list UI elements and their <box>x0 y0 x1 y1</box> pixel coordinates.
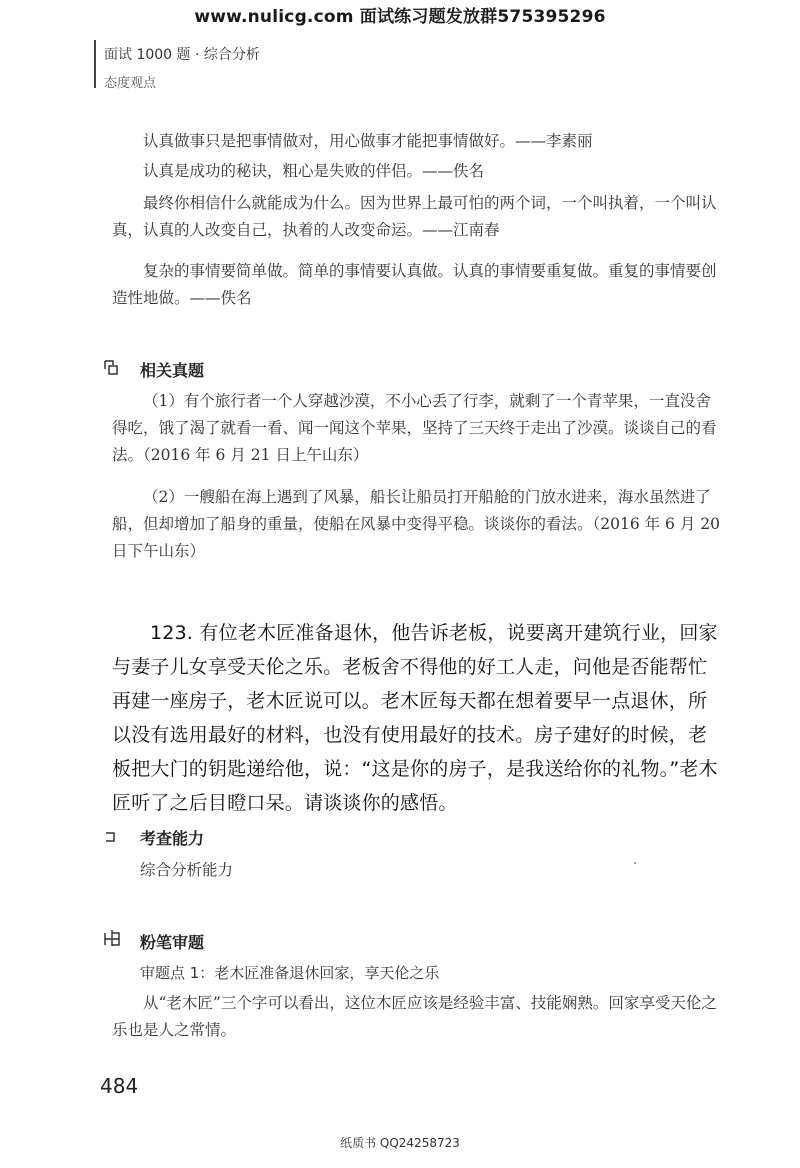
section-label: 态度观点 <box>104 76 157 91</box>
scan-speck <box>634 862 636 864</box>
analysis-point-1: 审题点 1：老木匠准备退休回家，享天伦之乐 <box>140 964 440 982</box>
quote-3: 最终你相信什么就能成为什么。因为世界上最可怕的两个词，一个叫执着，一个叫认真，认真的人改变自己，执着的人改变命运。——江南春 <box>112 194 717 239</box>
bracket-icon <box>102 828 120 846</box>
analysis-paragraph: 从“老木匠”三个字可以看出，这位木匠应该是经验丰富、技能娴熟。回家享受天伦之乐也是人之常情。 <box>112 994 717 1039</box>
quote-1: 认真做事只是把事情做对，用心做事才能把事情做好。——李素丽 <box>143 132 593 150</box>
grid-icon <box>102 928 122 948</box>
footer-note: 纸质书 QQ24258723 <box>340 1136 460 1150</box>
book-title: 面试 1000 题 · 综合分析 <box>104 47 260 63</box>
ability-title: 考查能力 <box>140 829 205 848</box>
quote-4: 复杂的事情要简单做。简单的事情要认真做。认真的事情要重复做。重复的事情要创造性地做。——佚名 <box>112 262 717 307</box>
page-number: 484 <box>100 1074 139 1098</box>
question-text: 123. 有位老木匠准备退休，他告诉老板，说要离开建筑行业，回家与妻子儿女享受天伦之乐。老板舍不得他的好工人走，问他是否能帮忙再建一座房子，老木匠说可以。老木匠每天都在想着要早一点退休，所以没有选用最好的材料，也没有使用最好的技术。房子建好的时候，老板把大门的钥匙递给他，说：“这是你的房子，是我送给你的礼物。”老木匠听了之后目瞪口呆。请谈谈你的感悟。 <box>112 622 718 814</box>
top-banner: www.nulicg.com 面试练习题发放群575395296 <box>194 7 606 27</box>
related-item-1: （1）有个旅行者一个人穿越沙漠，不小心丢了行李，就剩了一个青苹果，一直没舍得吃，饿了渴了就看一看、闻一闻这个苹果，坚持了三天终于走出了沙漠。谈谈自己的看法。（2016 年 6 月 21 日上午山东） <box>112 392 717 464</box>
related-item-2: （2）一艘船在海上遇到了风暴，船长让船员打开船舱的门放水进来，海水虽然进了船，但却增加了船身的重量，使船在风暴中变得平稳。谈谈你的看法。（2016 年 6 月 20 日下午山东） <box>112 488 720 560</box>
analysis-title: 粉笔审题 <box>140 933 205 952</box>
ability-value: 综合分析能力 <box>140 861 234 879</box>
header-divider <box>94 40 96 88</box>
quote-2: 认真是成功的秘诀，粗心是失败的伴侣。——佚名 <box>143 162 485 180</box>
related-title: 相关真题 <box>140 361 205 380</box>
document-icon <box>102 358 120 376</box>
